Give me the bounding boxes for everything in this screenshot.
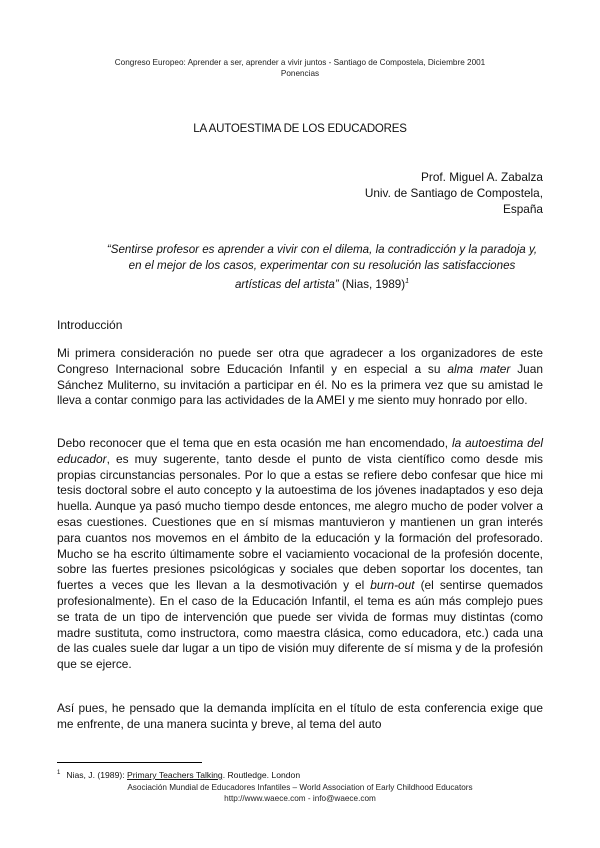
paragraph-2-text-c: , es muy sugerente, tanto desde el punto de vista científico como desde mis propias circunstancias personales. Por lo que a estas se refiere debo confesar que hice mi tesis doctoral sobre el auto concepto y la autoestima de los jóvenes inadaptados y eso deja huella. Aunque ya pasó mucho tiempo desde entonces, me alegro mucho de poder volver a esas cuestiones. Cuestiones que en sí mismas mantuvieron y mantienen un gran interés para cuantos nos movemos en el ámbito de la educación y la formación del profesorado. Mucho se ha escrito últimamente sobre el vaciamiento vocacional de la profesión docente, sobre las fuertes presiones psicológicas y sociales que deben soportar los docentes, tan fuertes a veces que les llevan a la desmotivación y el [57, 451, 543, 593]
epigraph-quote [104, 242, 540, 292]
footer-association: Asociación Mundial de Educadores Infantiles – World Association of Early Childhood Educators [127, 783, 473, 792]
paragraph-2-text-e: (el sentirse quemados profesionalmente). En el caso de la Educación Infantil, el tema es aún más complejo pues se trata de un tipo de intervención que puede ser vivida de formas muy distintas (como madre sustituta, como instructora, como maestra clásica, como educadora, etc.) cada una de las cuales suele dar lugar a un tipo de visión muy diferente de sí misma y de la profesión que se ejerce. [57, 578, 543, 672]
footnote-book-title: Primary Teachers Talking [127, 769, 223, 780]
header-line-section: Ponencias [280, 69, 320, 78]
epigraph-footnote-mark: 1 [405, 277, 409, 285]
paragraph-1-text-a: Mi primera consideración no puede ser otra que agradecer a los organizadores de este Congreso Internacional sobre Educación Infantil y en especial a su [57, 346, 543, 376]
footnote-1 [57, 768, 300, 781]
paragraph-2-italic-burnout: burn-out [370, 578, 415, 593]
footnote-mark: 1 [57, 770, 61, 776]
author-block [365, 169, 543, 217]
footer-contact: http://www.waece.com - info@waece.com [224, 794, 376, 803]
header-line-conference: Congreso Europeo: Aprender a ser, aprender a vivir juntos - Santiago de Compostela, Diciembre 2001 [114, 58, 486, 67]
paragraph-2-text-a: Debo reconocer que el tema que en esta ocasión me han encomendado, [57, 436, 452, 450]
paragraph-1-text-c: Juan Sánchez Muliterno, su invitación a participar en él. No es la primera vez que su amistad le lleva a contar conmigo para las actividades de la AMEI y me siento muy honrado por ello. [57, 361, 543, 408]
footnote-prefix: Nias, J. (1989): [66, 769, 127, 780]
footnote-separator [57, 762, 202, 763]
paragraph-2 [57, 436, 543, 673]
epigraph-citation: (Nias, 1989) [338, 277, 406, 291]
section-heading-introduction: Introducción [57, 318, 123, 332]
author-country: España [502, 202, 543, 216]
author-affiliation: Univ. de Santiago de Compostela, [364, 186, 543, 200]
epigraph-text: “Sentirse profesor es aprender a vivir con el dilema, la contradicción y la paradoja y, en el mejor de los casos, experimentar con su resolución las satisfacciones artísticas del artista” [106, 243, 538, 291]
paragraph-2-italic-topic: la autoestima del educador [57, 436, 543, 466]
paragraph-1 [57, 346, 543, 409]
document-title: LA AUTOESTIMA DE LOS EDUCADORES [193, 123, 407, 135]
author-name: Prof. Miguel A. Zabalza [421, 170, 543, 184]
paragraph-3: Así pues, he pensado que la demanda implícita en el título de esta conferencia exige que me enfrente, de una manera sucinta y breve, al tema del auto [57, 701, 543, 731]
running-footer [60, 782, 540, 804]
paragraph-1-italic-alma-mater: alma mater [447, 361, 511, 376]
footnote-suffix: . Routledge. London [222, 769, 301, 780]
running-header [60, 57, 540, 79]
